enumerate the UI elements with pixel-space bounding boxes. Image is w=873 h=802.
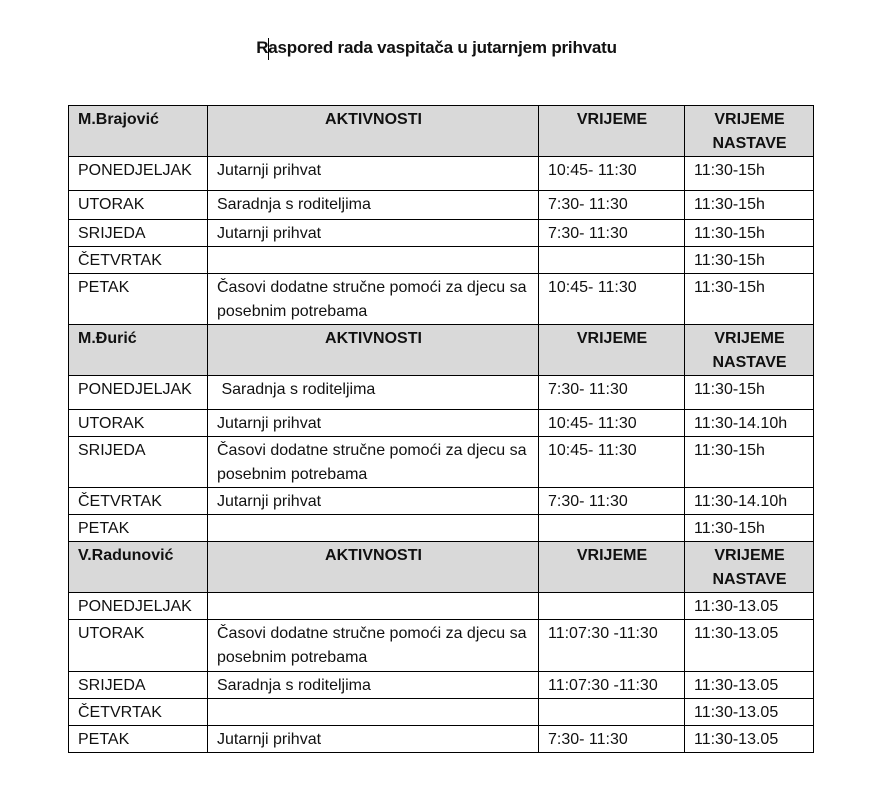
- activity-cell: Časovi dodatne stručne pomoći za djecu sa posebnim potrebama: [208, 274, 539, 325]
- activity-cell: Saradnja s roditeljima: [208, 376, 539, 410]
- class-time-cell: 11:30-14.10h: [685, 488, 814, 515]
- class-time-header: VRIJEME NASTAVE: [685, 106, 814, 157]
- time-header: VRIJEME: [539, 325, 685, 376]
- time-header: VRIJEME: [539, 542, 685, 593]
- activity-cell: Saradnja s roditeljima: [208, 191, 539, 220]
- day-cell: ČETVRTAK: [69, 247, 208, 274]
- activity-cell: Jutarnji prihvat: [208, 410, 539, 437]
- time-cell: 10:45- 11:30: [539, 157, 685, 191]
- document-title: Raspored rada vaspitača u jutarnjem prihvatu: [256, 38, 617, 57]
- table-row: [69, 274, 814, 325]
- table-row: [69, 593, 814, 620]
- time-cell: 11:07:30 -11:30: [539, 620, 685, 672]
- class-time-cell: 11:30-15h: [685, 191, 814, 220]
- activity-cell: [208, 247, 539, 274]
- time-cell: 7:30- 11:30: [539, 376, 685, 410]
- class-time-cell: 11:30-14.10h: [685, 410, 814, 437]
- time-cell: 7:30- 11:30: [539, 191, 685, 220]
- activity-cell: [208, 515, 539, 542]
- class-time-cell: 11:30-13.05: [685, 726, 814, 753]
- day-cell: ČETVRTAK: [69, 488, 208, 515]
- day-cell: PETAK: [69, 515, 208, 542]
- day-cell: UTORAK: [69, 191, 208, 220]
- time-cell: 10:45- 11:30: [539, 410, 685, 437]
- table-row: [69, 699, 814, 726]
- time-cell: 10:45- 11:30: [539, 437, 685, 488]
- day-cell: UTORAK: [69, 620, 208, 672]
- class-time-cell: 11:30-13.05: [685, 620, 814, 672]
- table-row: [69, 726, 814, 753]
- class-time-cell: 11:30-15h: [685, 220, 814, 247]
- teacher-name: M.Đurić: [69, 325, 208, 376]
- teacher-name: M.Brajović: [69, 106, 208, 157]
- activities-header: AKTIVNOSTI: [208, 542, 539, 593]
- activities-header: AKTIVNOSTI: [208, 106, 539, 157]
- table-row: [69, 410, 814, 437]
- class-time-cell: 11:30-15h: [685, 274, 814, 325]
- activity-cell: Jutarnji prihvat: [208, 726, 539, 753]
- day-cell: PETAK: [69, 274, 208, 325]
- time-cell: 7:30- 11:30: [539, 488, 685, 515]
- time-cell: [539, 515, 685, 542]
- time-cell: [539, 699, 685, 726]
- table-row: [69, 247, 814, 274]
- class-time-header: VRIJEME NASTAVE: [685, 542, 814, 593]
- table-row: [69, 157, 814, 191]
- schedule-table: [68, 105, 814, 753]
- time-cell: 7:30- 11:30: [539, 726, 685, 753]
- table-row: [69, 437, 814, 488]
- time-cell: 11:07:30 -11:30: [539, 672, 685, 699]
- teacher-name: V.Radunović: [69, 542, 208, 593]
- activity-cell: [208, 699, 539, 726]
- day-cell: PONEDJELJAK: [69, 593, 208, 620]
- class-time-cell: 11:30-15h: [685, 376, 814, 410]
- table-row: [69, 515, 814, 542]
- block-header-row: [69, 106, 814, 157]
- time-header: VRIJEME: [539, 106, 685, 157]
- table-row: [69, 620, 814, 672]
- block-header-row: [69, 325, 814, 376]
- activity-cell: Jutarnji prihvat: [208, 488, 539, 515]
- class-time-cell: 11:30-15h: [685, 247, 814, 274]
- class-time-cell: 11:30-13.05: [685, 699, 814, 726]
- time-cell: [539, 247, 685, 274]
- day-cell: SRIJEDA: [69, 437, 208, 488]
- day-cell: SRIJEDA: [69, 220, 208, 247]
- day-cell: PONEDJELJAK: [69, 376, 208, 410]
- time-cell: 10:45- 11:30: [539, 274, 685, 325]
- activity-cell: [208, 593, 539, 620]
- class-time-cell: 11:30-13.05: [685, 672, 814, 699]
- class-time-cell: 11:30-15h: [685, 437, 814, 488]
- day-cell: ČETVRTAK: [69, 699, 208, 726]
- activity-cell: Časovi dodatne stručne pomoći za djecu sa posebnim potrebama: [208, 620, 539, 672]
- time-cell: 7:30- 11:30: [539, 220, 685, 247]
- activity-cell: Saradnja s roditeljima: [208, 672, 539, 699]
- day-cell: PONEDJELJAK: [69, 157, 208, 191]
- class-time-cell: 11:30-13.05: [685, 593, 814, 620]
- table-row: [69, 672, 814, 699]
- table-row: [69, 220, 814, 247]
- time-cell: [539, 593, 685, 620]
- activity-cell: Jutarnji prihvat: [208, 220, 539, 247]
- class-time-cell: 11:30-15h: [685, 157, 814, 191]
- table-row: [69, 191, 814, 220]
- day-cell: PETAK: [69, 726, 208, 753]
- day-cell: SRIJEDA: [69, 672, 208, 699]
- table-row: [69, 376, 814, 410]
- activities-header: AKTIVNOSTI: [208, 325, 539, 376]
- activity-cell: Časovi dodatne stručne pomoći za djecu sa posebnim potrebama: [208, 437, 539, 488]
- class-time-header: VRIJEME NASTAVE: [685, 325, 814, 376]
- table-row: [69, 488, 814, 515]
- activity-cell: Jutarnji prihvat: [208, 157, 539, 191]
- class-time-cell: 11:30-15h: [685, 515, 814, 542]
- day-cell: UTORAK: [69, 410, 208, 437]
- block-header-row: [69, 542, 814, 593]
